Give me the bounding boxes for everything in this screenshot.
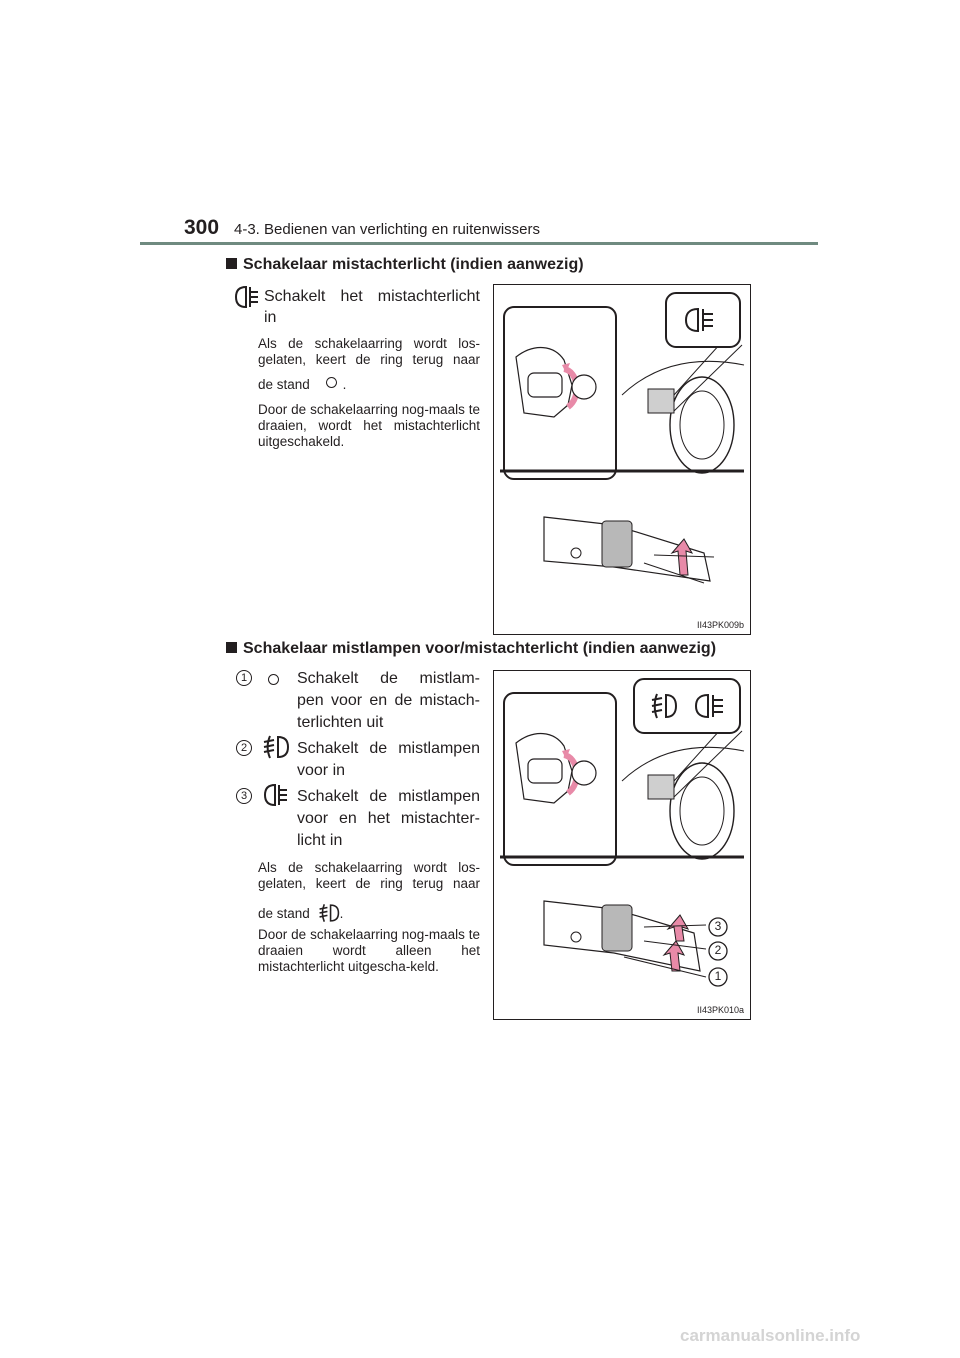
section2-note1-line2: gelaten, keert de ring terug naar [258,876,480,891]
section1-heading-text: Schakelaar mistachterlicht (indien aanwezig) [243,256,584,273]
off-circle-icon [268,674,279,685]
section1-note1-line3 [258,377,346,393]
section1-item-line2: in [264,309,277,326]
figure2-code: II43PK010a [696,1005,744,1015]
item3-number: 3 [236,788,252,804]
rear-fog-icon [234,284,260,310]
figure-callout-3: 3 [714,919,722,933]
figure-rear-fog-switch [493,284,751,635]
figure-front-rear-fog-switch [493,670,751,1020]
section2-note1-line1: Als de schakelaarring wordt los- [258,860,480,875]
off-circle-icon [326,377,337,388]
section1-heading [226,256,584,274]
watermark: carmanualsonline.info [680,1326,861,1345]
item1-line1: Schakelt de mistlam- [297,670,480,687]
item2-number: 2 [236,740,252,756]
figure1-code: II43PK009b [696,620,744,630]
heading-bullet [226,258,237,269]
rear-fog-icon [262,782,290,808]
item2-line1: Schakelt de mistlampen [297,740,480,757]
section2-note1-line3 [258,902,343,924]
item3-line3: licht in [297,832,343,849]
figure-callout-2: 2 [714,943,722,957]
chapter-title: 4-3. Bedienen van verlichting en ruitenwissers [234,221,540,238]
front-fog-icon [262,734,290,760]
item3-line1: Schakelt de mistlampen [297,788,480,805]
section1-note1-line1: Als de schakelaarring wordt los- [258,336,480,351]
item2-line2: voor in [297,762,346,779]
front-fog-icon [318,902,340,924]
section1-note1-suffix: . [342,377,347,392]
heading-bullet [226,642,237,653]
item1-line2: pen voor en de mistach- [297,692,480,709]
figure-callout-1: 1 [714,969,722,983]
section1-note1-prefix: de stand [258,377,310,392]
section2-note2: Door de schakelaarring nog-maals te draaien wordt alleen het mistachterlicht uitgescha-keld. [258,927,480,974]
header-rule [140,242,818,245]
page-number: 300 [184,216,220,239]
section2-heading [226,640,716,658]
section2-note1-prefix: de stand [258,906,310,921]
section1-item-line1: Schakelt het mistachterlicht [264,288,480,305]
item1-line3: terlichten uit [297,714,384,731]
section2-heading-text: Schakelaar mistlampen voor/mistachterlicht (indien aanwezig) [243,640,717,657]
section1-note1-line2: gelaten, keert de ring terug naar [258,352,480,367]
item3-line2: voor en het mistachter- [297,810,480,827]
section1-note2: Door de schakelaarring nog-maals te draaien, wordt het mistachterlicht uitgeschakeld. [258,402,480,449]
item1-number: 1 [236,670,252,686]
section2-note1-suffix: . [339,906,344,921]
